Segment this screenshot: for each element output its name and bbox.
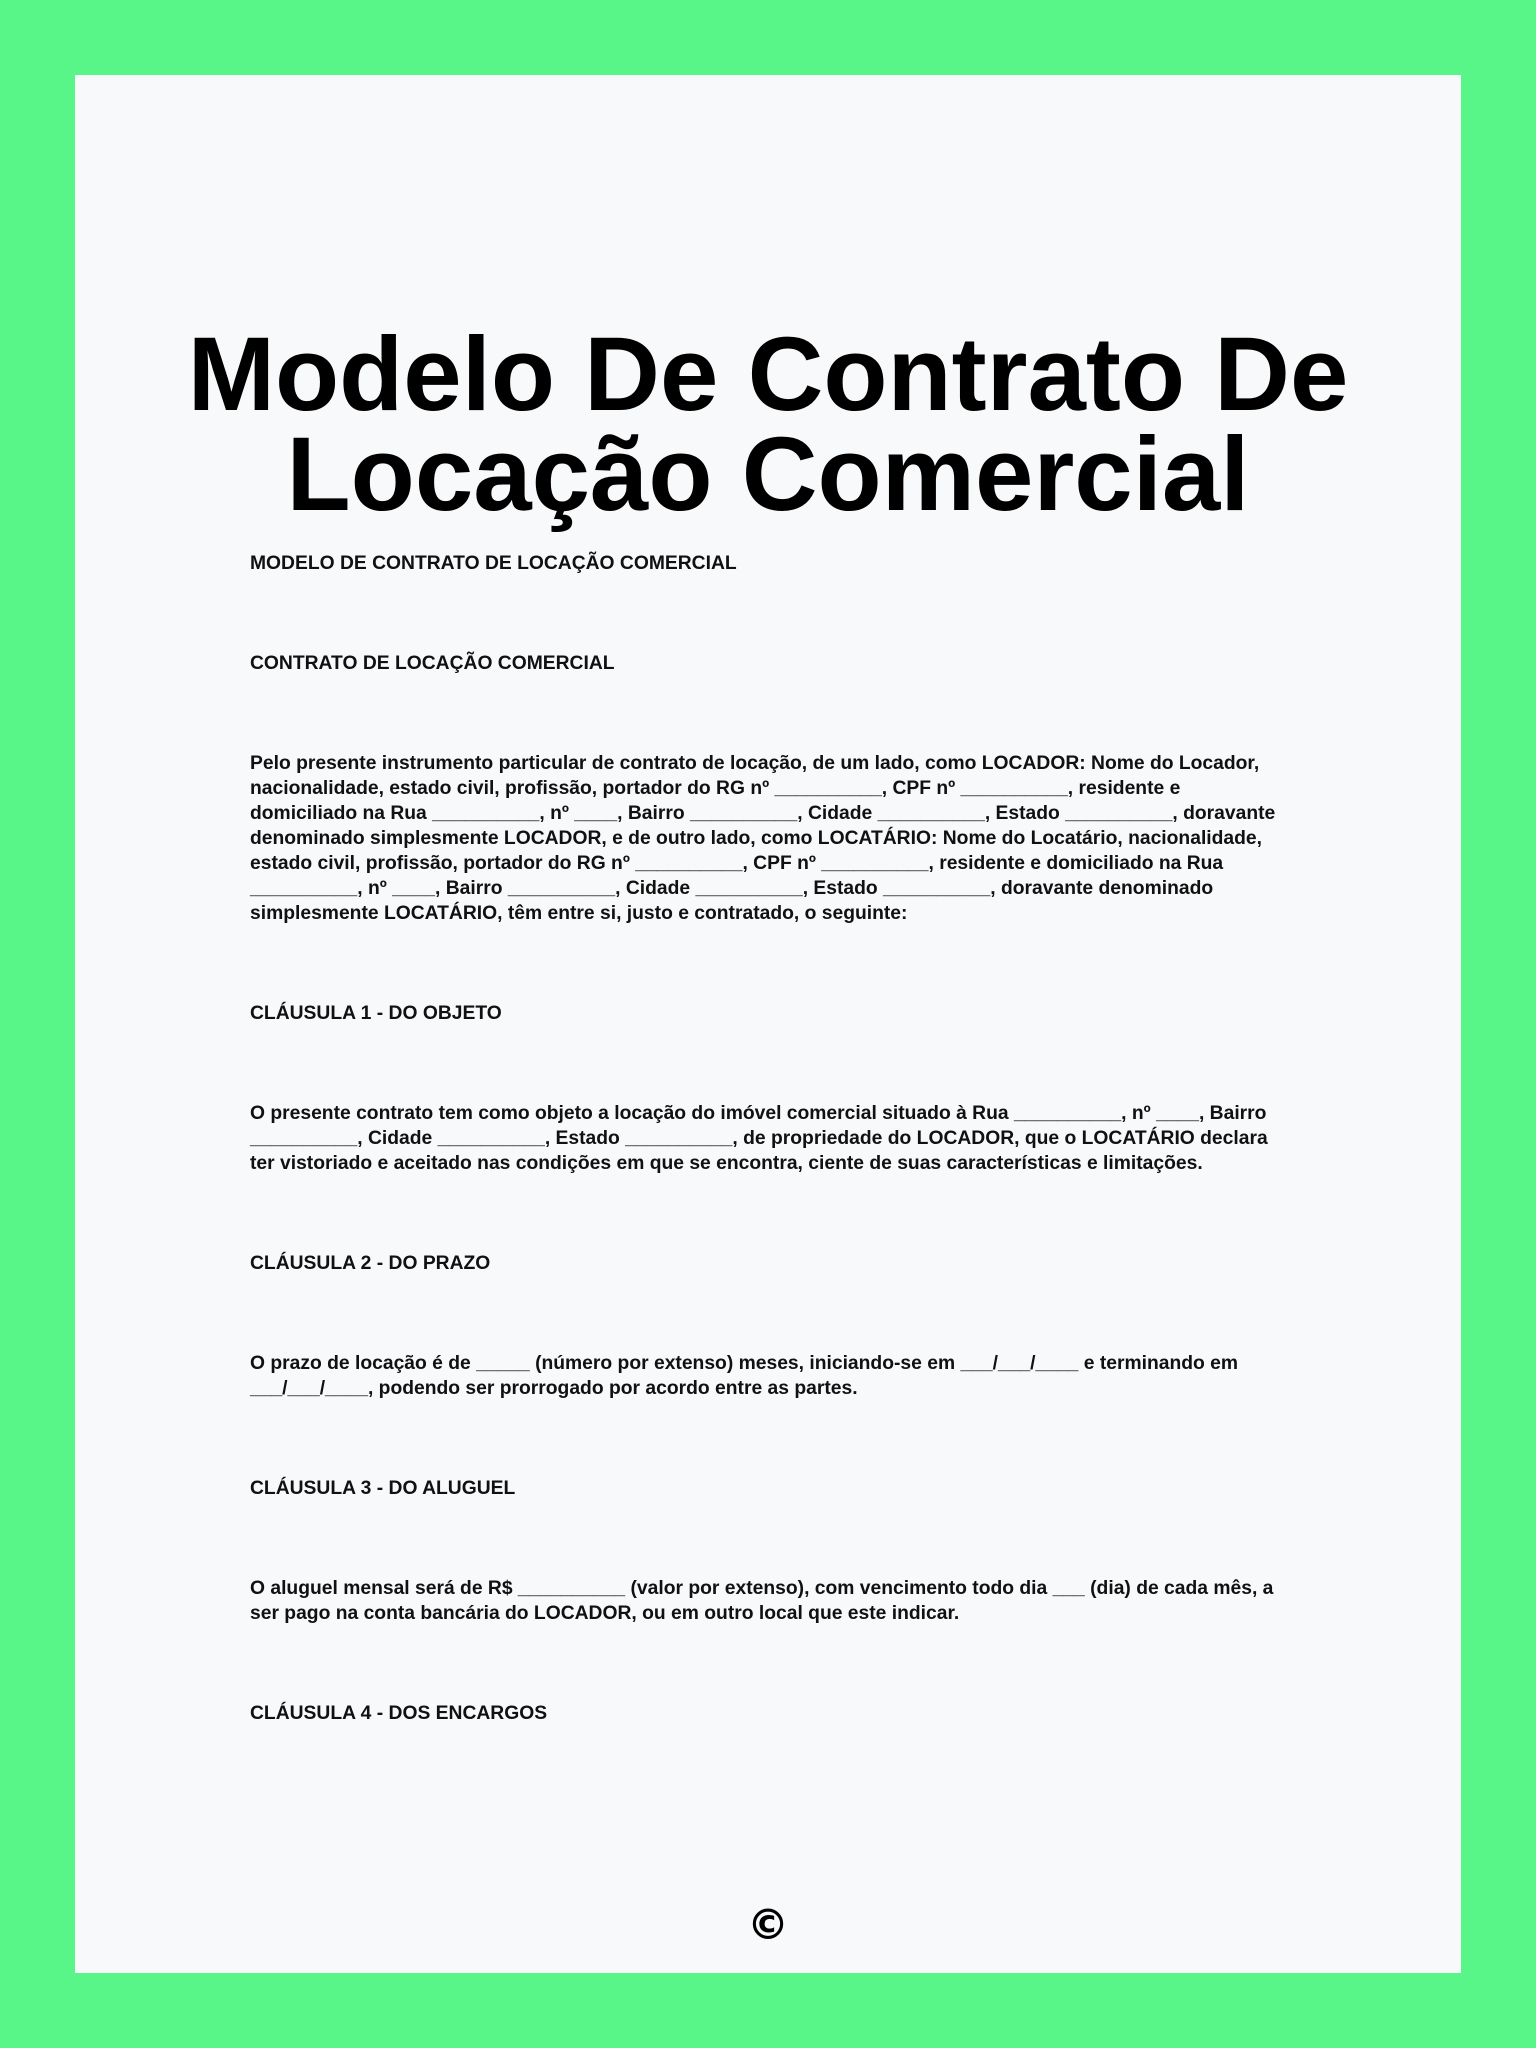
clause-1-text: O presente contrato tem como objeto a locação do imóvel comercial situado à Rua __________, nº ____, Bairro __________, Cidade __________, Estado __________, de propriedade do LOCADOR, que o LOCATÁRIO declara ter vistoriado e aceitado nas condições em que se encontra, ciente de suas características e limitações. [250, 1103, 1268, 1174]
clause-4-heading: CLÁUSULA 4 - DOS ENCARGOS [250, 1703, 548, 1724]
document-heading: MODELO DE CONTRATO DE LOCAÇÃO COMERCIAL [250, 553, 737, 574]
document-title-line-1: Modelo De Contrato De [187, 316, 1349, 433]
clause-3-heading: CLÁUSULA 3 - DO ALUGUEL [250, 1478, 516, 1499]
clause-3-text: O aluguel mensal será de R$ __________ (valor por extenso), com vencimento todo dia ___ (dia) de cada mês, a ser pago na conta bancária do LOCADOR, ou em outro local que este indicar. [250, 1578, 1274, 1624]
copyright-icon: © [747, 1900, 789, 1949]
document-body [250, 551, 1290, 1801]
contract-heading: CONTRATO DE LOCAÇÃO COMERCIAL [250, 653, 615, 674]
parties-paragraph: Pelo presente instrumento particular de contrato de locação, de um lado, como LOCADOR: Nome do Locador, nacionalidade, estado civil, profissão, portador do RG nº __________, CPF nº __________, residente e domiciliado na Rua __________, nº ____, Bairro __________, Cidade __________, Estado __________, doravante denominado simplesmente LOCADOR, e de outro lado, como LOCATÁRIO: Nome do Locatário, nacionalidade, estado civil, profissão, portador do RG nº __________, CPF nº __________, residente e domiciliado na Rua __________, nº ____, Bairro __________, Cidade __________, Estado __________, doravante denominado simplesmente LOCATÁRIO, têm entre si, justo e contratado, o seguinte: [250, 753, 1276, 924]
document-title [75, 316, 1461, 533]
document-page [75, 75, 1461, 1973]
clause-2-text: O prazo de locação é de _____ (número por extenso) meses, iniciando-se em ___/___/____ e terminando em ___/___/____, podendo ser prorrogado por acordo entre as partes. [250, 1353, 1239, 1399]
clause-2-heading: CLÁUSULA 2 - DO PRAZO [250, 1253, 491, 1274]
document-title-line-2: Locação Comercial [286, 416, 1250, 533]
clause-1-heading: CLÁUSULA 1 - DO OBJETO [250, 1003, 502, 1024]
